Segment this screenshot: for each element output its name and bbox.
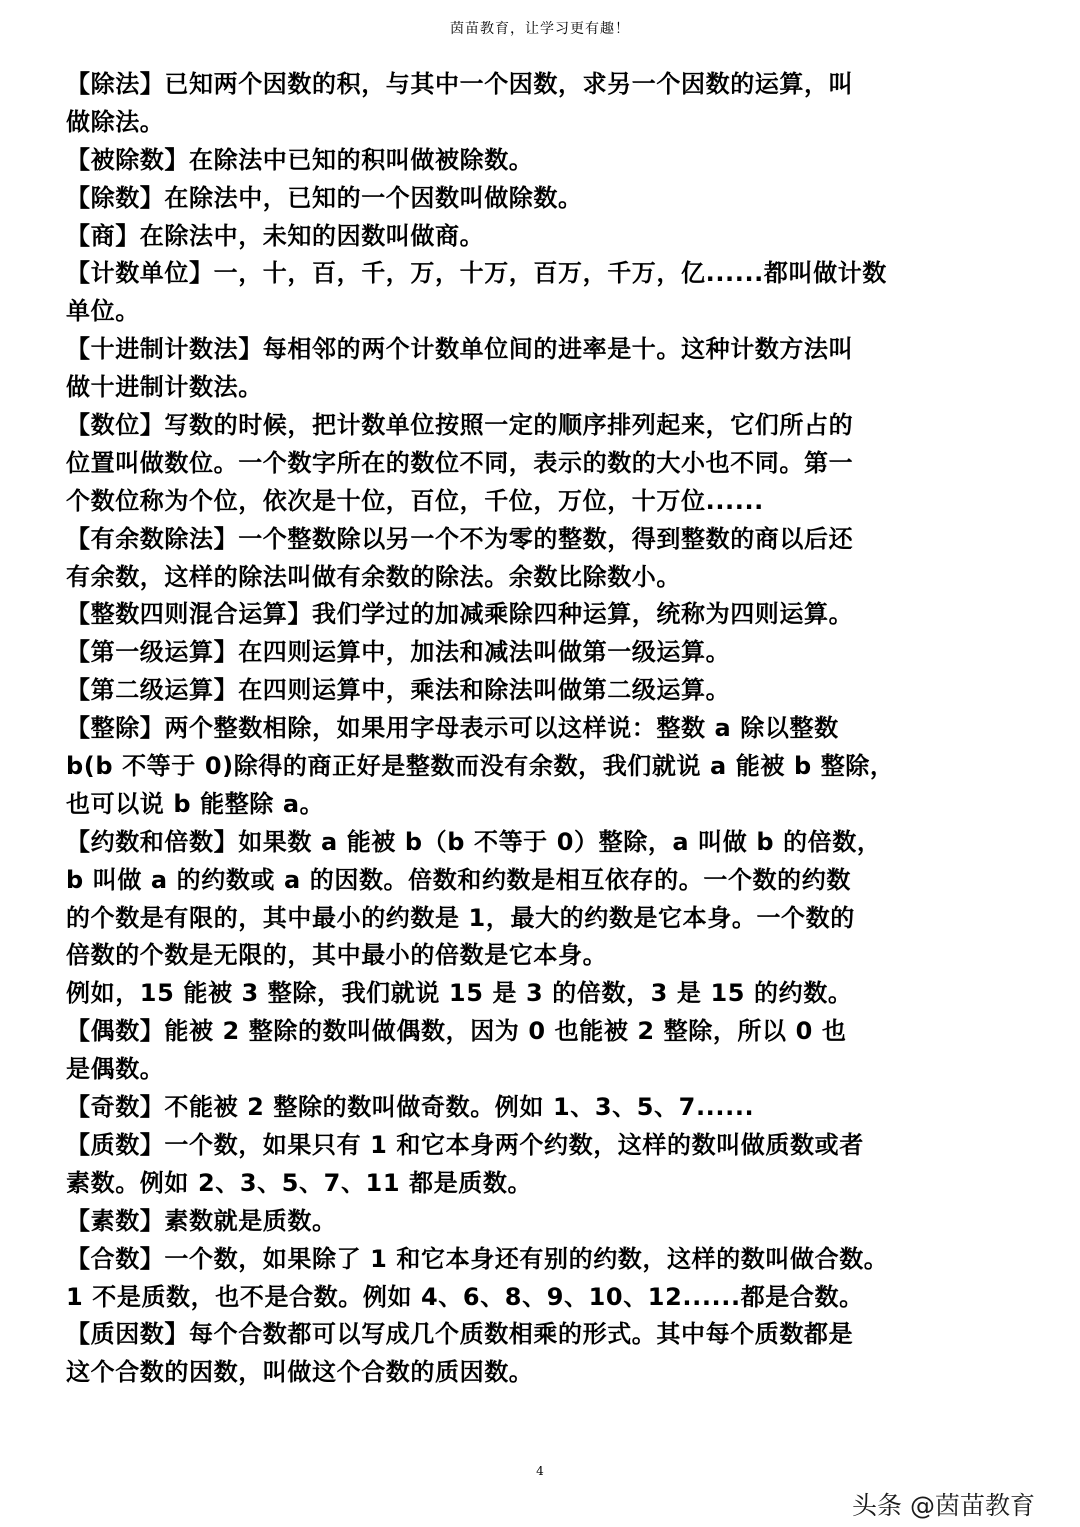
- text-line: 是偶数。: [66, 1055, 165, 1084]
- text-line: 【有余数除法】一个整数除以另一个不为零的整数，得到整数的商以后还: [66, 524, 854, 553]
- text-line: 【整数四则混合运算】我们学过的加减乘除四种运算，统称为四则运算。: [66, 600, 854, 629]
- text-line: 【除法】已知两个因数的积，与其中一个因数，求另一个因数的运算，叫: [66, 70, 854, 98]
- text-line: 【整除】两个整数相除，如果用字母表示可以这样说：整数 a 除以整数: [66, 714, 839, 743]
- text-line: 位置叫做数位。一个数字所在的数位不同，表示的数的大小也不同。第一: [66, 448, 854, 477]
- text-line: 的个数是有限的，其中最小的约数是 1，最大的约数是它本身。一个数的: [66, 903, 855, 932]
- text-line: 有余数，这样的除法叫做有余数的除法。余数比除数小。: [66, 562, 681, 591]
- text-line: 【素数】素数就是质数。: [66, 1206, 337, 1235]
- document-body: [66, 66, 1026, 1392]
- text-line: 【计数单位】一，十，百，千，万，十万，百万，千万，亿......都叫做计数: [66, 259, 887, 288]
- text-line: 【除数】在除法中，已知的一个因数叫做除数。: [66, 183, 583, 212]
- text-line: 1 不是质数，也不是合数。例如 4、6、8、9、10、12......都是合数。: [66, 1282, 864, 1311]
- text-line: 做十进制计数法。: [66, 373, 263, 402]
- text-line: 例如，15 能被 3 整除，我们就说 15 是 3 的倍数，3 是 15 的约数。: [66, 979, 853, 1008]
- text-line: 这个合数的因数，叫做这个合数的质因数。: [66, 1358, 534, 1387]
- text-line: 【质数】一个数，如果只有 1 和它本身两个约数，这样的数叫做质数或者: [66, 1130, 864, 1159]
- text-line: 素数。例如 2、3、5、7、11 都是质数。: [66, 1168, 533, 1197]
- text-line: 个数位称为个位，依次是十位，百位，千位，万位，十万位......: [66, 486, 764, 515]
- text-line: 【质因数】每个合数都可以写成几个质数相乘的形式。其中每个质数都是: [66, 1320, 854, 1349]
- text-line: 【十进制计数法】每相邻的两个计数单位间的进率是十。这种计数方法叫: [66, 335, 854, 364]
- page-header: 茵苗教育，让学习更有趣！: [450, 21, 630, 37]
- text-line: b(b 不等于 0)除得的商正好是整数而没有余数，我们就说 a 能被 b 整除，: [66, 752, 895, 781]
- text-line: 【第二级运算】在四则运算中，乘法和除法叫做第二级运算。: [66, 676, 731, 705]
- text-line: 做除法。: [66, 107, 165, 136]
- text-line: 倍数的个数是无限的，其中最小的倍数是它本身。: [66, 941, 608, 970]
- text-line: 【数位】写数的时候，把计数单位按照一定的顺序排列起来，它们所占的: [66, 411, 854, 440]
- page-number: 4: [536, 1464, 544, 1478]
- text-line: 也可以说 b 能整除 a。: [66, 789, 325, 818]
- text-line: 【第一级运算】在四则运算中，加法和减法叫做第一级运算。: [66, 638, 731, 667]
- text-line: 【偶数】能被 2 整除的数叫做偶数，因为 0 也能被 2 整除，所以 0 也: [66, 1017, 847, 1046]
- text-line: 【约数和倍数】如果数 a 能被 b（b 不等于 0）整除，a 叫做 b 的倍数，: [66, 827, 882, 856]
- watermark: 头条 @茵苗教育: [852, 1491, 1035, 1520]
- text-line: b 叫做 a 的约数或 a 的因数。倍数和约数是相互依存的。一个数的约数: [66, 865, 851, 894]
- text-line: 【被除数】在除法中已知的积叫做被除数。: [66, 145, 534, 174]
- text-line: 【合数】一个数，如果除了 1 和它本身还有别的约数，这样的数叫做合数。: [66, 1244, 889, 1273]
- text-line: 【商】在除法中，未知的因数叫做商。: [66, 221, 485, 250]
- text-line: 【奇数】不能被 2 整除的数叫做奇数。例如 1、3、5、7......: [66, 1093, 755, 1122]
- text-line: 单位。: [66, 297, 140, 326]
